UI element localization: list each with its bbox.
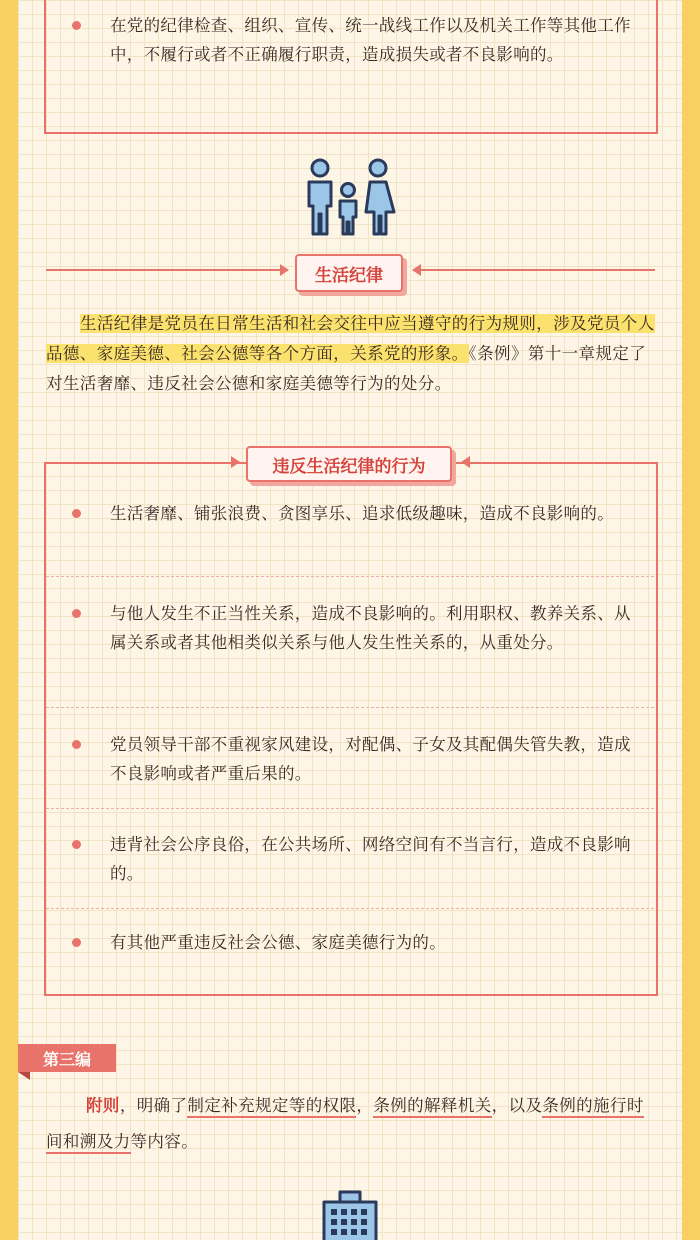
family-icon bbox=[300, 156, 396, 238]
underlined-phrase: 条例的解释机关 bbox=[373, 1096, 491, 1118]
section-title-tag bbox=[295, 254, 403, 292]
violation-item: 党员领导干部不重视家风建设，对配偶、子女及其配偶失管失教，造成不良影响或者严重后果的。 bbox=[110, 735, 631, 783]
violation-item: 违背社会公序良俗，在公共场所、网络空间有不当言行，造成不良影响的。 bbox=[110, 835, 631, 883]
violation-item: 与他人发生不正当性关系，造成不良影响的。利用职权、教养关系、从属关系或者其他相类似关系与他人发生性关系的，从重处分。 bbox=[110, 604, 631, 652]
part3-label: 第三编 bbox=[42, 1049, 91, 1069]
ribbon-fold bbox=[18, 1072, 30, 1080]
dashed-divider bbox=[46, 808, 654, 809]
section-title: 生活纪律 bbox=[315, 265, 383, 286]
part3-ribbon bbox=[18, 1044, 116, 1072]
building-icon bbox=[318, 1188, 382, 1240]
violations-arrow-right bbox=[461, 456, 470, 468]
underlined-phrase: 条例的施行时间和溯及力 bbox=[46, 1096, 644, 1154]
section-divider-left bbox=[46, 269, 280, 271]
dashed-divider bbox=[46, 908, 654, 909]
violation-item: 生活奢靡、铺张浪费、贪图享乐、追求低级趣味，造成不良影响的。 bbox=[110, 504, 614, 523]
intro-highlight: 生活纪律是党员在日常生活和社会交往中应当遵守的行为规则，涉及党员个人品德、家庭美德、社会公德等各个方面，关系党的形象。 bbox=[46, 314, 655, 363]
bullet bbox=[72, 840, 81, 849]
violation-item: 有其他严重违反社会公德、家庭美德行为的。 bbox=[110, 933, 446, 952]
violations-arrow-left bbox=[231, 456, 240, 468]
dashed-divider bbox=[46, 576, 654, 577]
part3-paragraph bbox=[46, 1088, 658, 1160]
violations-title: 违反生活纪律的行为 bbox=[272, 456, 426, 477]
top-box-item: 在党的纪律检查、组织、宣传、统一战线工作以及机关工作等其他工作中，不履行或者不正确履行职责，造成损失或者不良影响的。 bbox=[110, 16, 631, 64]
section-intro bbox=[46, 309, 658, 399]
bullet bbox=[72, 740, 81, 749]
section-arrow-right bbox=[412, 264, 421, 276]
bullet bbox=[72, 21, 81, 30]
bullet bbox=[72, 609, 81, 618]
violations-title-tag bbox=[246, 446, 452, 482]
section-arrow-left bbox=[280, 264, 289, 276]
bullet bbox=[72, 509, 81, 518]
text-fragment: 等内容。 bbox=[130, 1132, 199, 1151]
bullet bbox=[72, 938, 81, 947]
part3-lead: 附则 bbox=[86, 1096, 120, 1115]
text-fragment: ，以及 bbox=[491, 1096, 543, 1115]
text-fragment: ， bbox=[356, 1096, 374, 1115]
violations-box bbox=[44, 462, 658, 996]
text-fragment: ，明确了 bbox=[119, 1096, 188, 1115]
dashed-divider bbox=[46, 707, 654, 708]
underlined-phrase: 制定补充规定等的权限 bbox=[187, 1096, 356, 1118]
section-divider-right bbox=[421, 269, 655, 271]
intro-rest: 《条例》第十一章规定了对生活奢靡、违反社会公德和家庭美德等行为的处分。 bbox=[46, 344, 647, 393]
